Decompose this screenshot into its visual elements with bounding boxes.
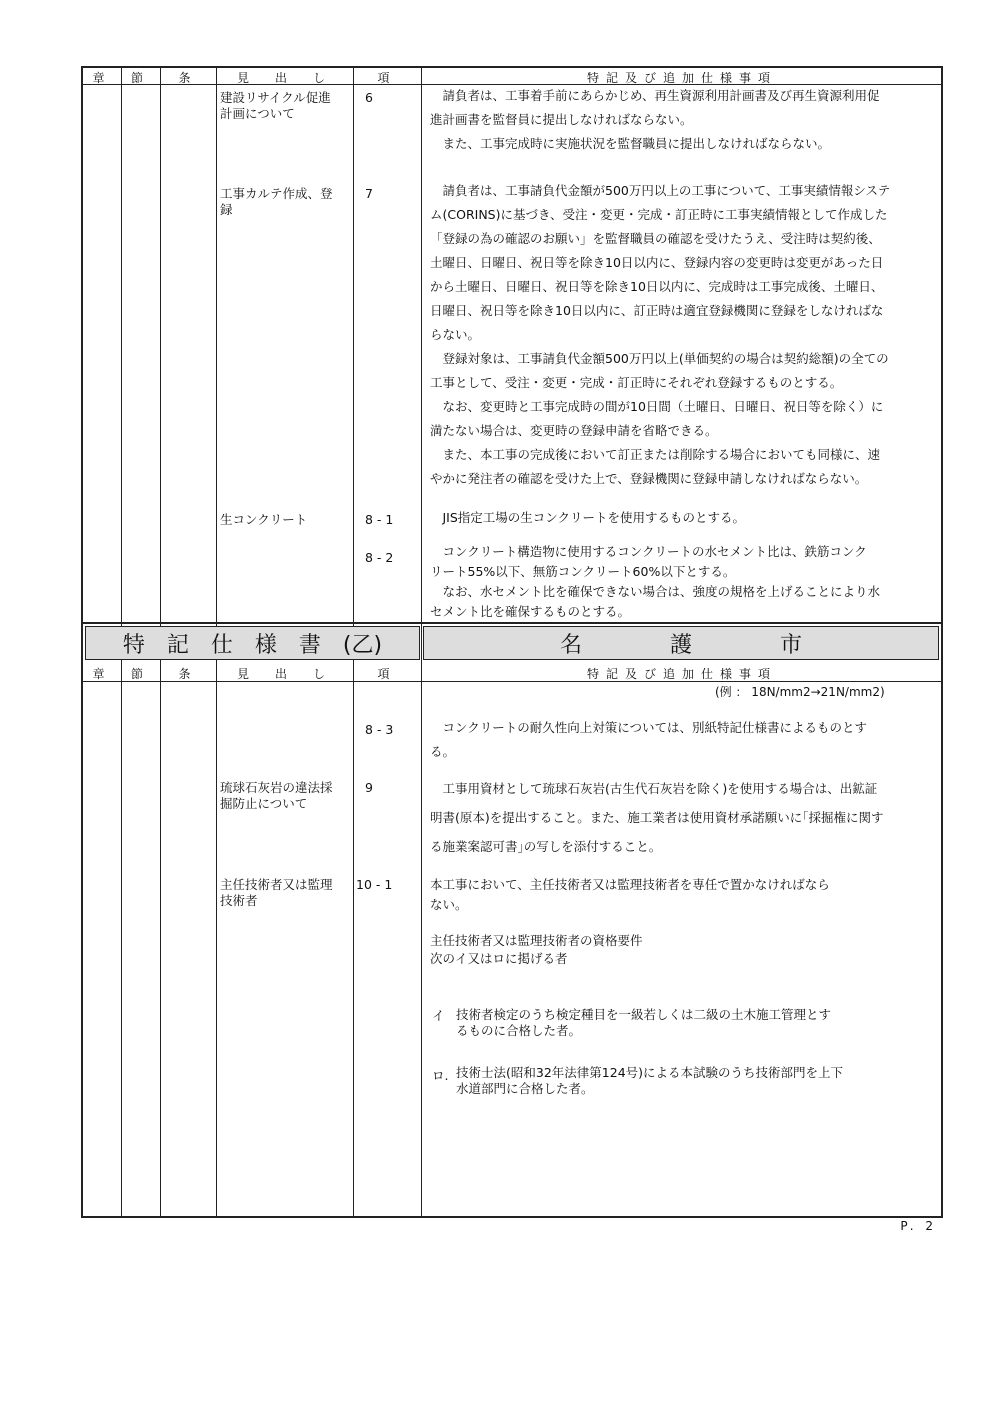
list-mark: ロ. [432, 1068, 449, 1083]
row-text: JIS指定工場の生コンクリートを使用するものとする。 [430, 510, 746, 525]
row-item: 8 - 1 [365, 512, 394, 527]
page-number: P. 2 [900, 1219, 937, 1233]
row-text: コンクリートの耐久性向上対策については、別紙特記仕様書によるものとす る。 [430, 720, 868, 759]
header-chapter: 章 [92, 71, 112, 85]
row-text: コンクリート構造物に使用するコンクリートの水セメント比は、鉄筋コンク リート55%以下、無筋コンクリート60%以下とする。 なお、水セメント比を確保できない場合は、強度の規格を上げることにより水 セメント比を確保するものとする。 [430, 544, 881, 619]
row-text: 工事用資材として琉球石灰岩(古生代石灰岩を除く)を使用する場合は、出鉱証 明書(原本)を提出すること。また、施工業者は使用資材承諾願いに｢採掘権に関す る施業案認可書｣の写しを添付すること。 [430, 781, 884, 854]
list-mark: イ [432, 1008, 445, 1023]
row-heading: 建設リサイクル促進 計画について [220, 90, 331, 121]
header-section: 節 [130, 71, 150, 85]
row-item: 8 - 3 [365, 722, 394, 737]
header-item: 項 [377, 667, 397, 681]
row-text: 請負者は、工事請負代金額が500万円以上の工事について、工事実績情報システ ム(CORINS)に基づき、受注・変更・完成・訂正時に工事実績情報として作成した 「登録の為の確認のお願い」を監督職員の確認を受けたうえ、受注時は契約後、 土曜日、日曜日、祝日等を除き10日以内に、登録内容の変更時は変更があった日 から土曜日、日曜日、祝日等を除き10日以内に、完成時は工事完成後、土曜日、 日曜日、祝日等を除き10日以内に、訂正時は適宜登録機関に登録をしなければな らない。 登録対象は、工事請負代金額500万円以上(単価契約の場合は契約総額)の全ての 工事として、受注・変更・完成・訂正時にそれぞれ登録するものとする。 なお、変更時と工事完成時の間が10日間（土曜日、日曜日、祝日等を除く）に 満たない場合は、変更時の登録申請を省略できる。 また、本工事の完成後において訂正または削除する場合においても同様に、速 やかに発注者の確認を受けた上で、登録機関に登録申請しなければならない。 [430, 183, 891, 486]
row-text: 本工事において、主任技術者又は監理技術者を専任で置かなければなら ない。 [430, 877, 830, 912]
list-item-text: 技術士法(昭和32年法律第124号)による本試験のうち技術部門を上下 水道部門に合格した者。 [456, 1065, 844, 1096]
row-text: 主任技術者又は監理技術者の資格要件 次のイ又はロに掲げる者 [430, 933, 643, 966]
row-item: 10 - 1 [356, 877, 393, 892]
row-text: 請負者は、工事着手前にあらかじめ、再生資源利用計画書及び再生資源利用促 進計画書を監督員に提出しなければならない。 [430, 88, 880, 127]
row-heading: 工事カルテ作成、登 録 [220, 186, 333, 217]
header-article: 条 [178, 667, 198, 681]
header-spec: 特記及び追加仕様事項 [586, 71, 777, 85]
row-item: 8 - 2 [365, 550, 394, 565]
city-name: 名 護 市 [423, 626, 939, 660]
row-text: また、工事完成時に実施状況を監督職員に提出しなければならない。 [430, 136, 831, 151]
header-spec: 特記及び追加仕様事項 [586, 667, 777, 681]
header-section: 節 [130, 667, 150, 681]
document-title: 特 記 仕 様 書 (乙) [85, 626, 420, 660]
row-item: 9 [365, 780, 373, 795]
row-item: 6 [365, 90, 373, 105]
document-title-bar [83, 622, 941, 664]
spec-page [81, 66, 943, 1218]
row-item: 7 [365, 186, 373, 201]
header-heading: 見 出 し [236, 667, 332, 681]
header-heading: 見 出 し [236, 71, 332, 85]
row-heading: 主任技術者又は監理 技術者 [220, 877, 333, 908]
header-article: 条 [178, 71, 198, 85]
row-heading: 琉球石灰岩の違法採 掘防止について [220, 780, 333, 811]
list-item-text: 技術者検定のうち検定種目を一級若しくは二級の土木施工管理とす るものに合格した者。 [456, 1007, 832, 1038]
header-item: 項 [377, 71, 397, 85]
header-chapter: 章 [92, 667, 112, 681]
example-note: (例 ： 18N/mm2→21N/mm2) [715, 685, 885, 699]
row-heading: 生コンクリート [220, 512, 308, 527]
